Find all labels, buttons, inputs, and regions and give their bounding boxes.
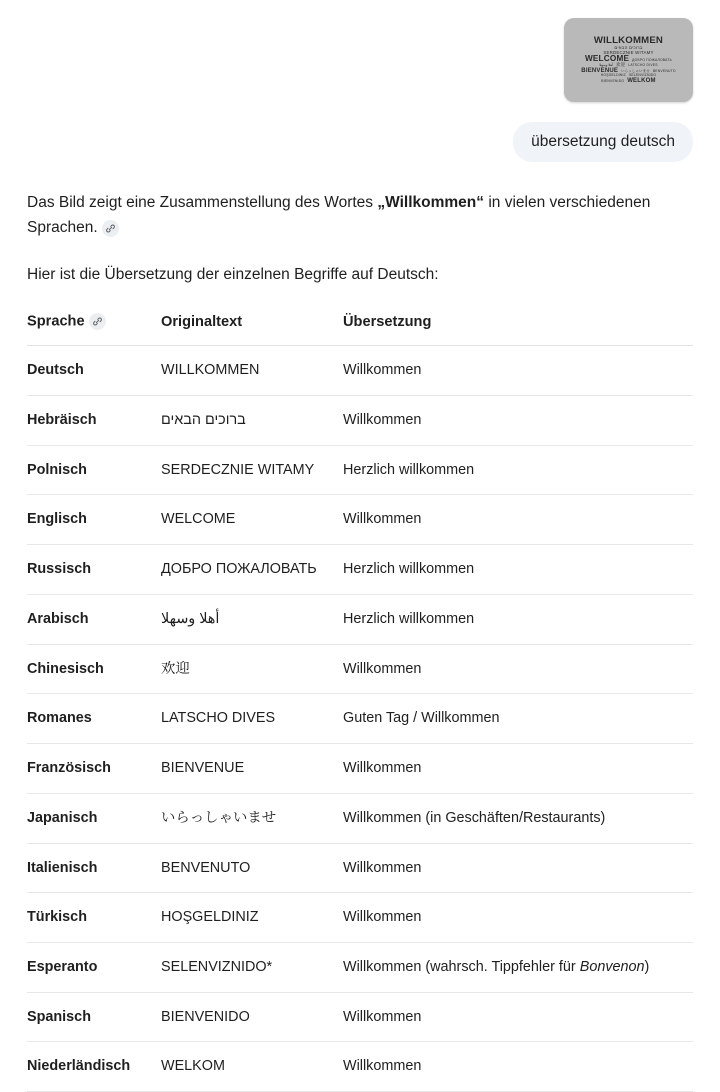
assistant-response xyxy=(0,162,720,1092)
table-row xyxy=(27,744,693,794)
wordcloud-word: WELKOM xyxy=(627,77,656,84)
table-row xyxy=(27,942,693,992)
cell-original: LATSCHO DIVES xyxy=(161,694,343,744)
column-header-label: Sprache xyxy=(27,313,85,330)
cell-translation: Willkommen xyxy=(343,644,693,694)
cell-language: Romanes xyxy=(27,694,161,744)
wordcloud-word: 欢迎 xyxy=(616,62,626,68)
cell-original: ДОБРО ПОЖАЛОВАТЬ xyxy=(161,545,343,595)
cell-original: BIENVENUE xyxy=(161,744,343,794)
cell-original: WILLKOMMEN xyxy=(161,346,343,396)
cell-original: WELKOM xyxy=(161,1042,343,1092)
table-body xyxy=(27,346,693,1092)
cell-translation: Willkommen (in Geschäften/Restaurants) xyxy=(343,793,693,843)
cell-language: Hebräisch xyxy=(27,396,161,446)
column-header-uebersetzung: Übersetzung xyxy=(343,313,693,346)
table-row xyxy=(27,396,693,446)
cell-language: Japanisch xyxy=(27,793,161,843)
wordcloud-word: ДОБРО ПОЖАЛОВАТЬ xyxy=(632,58,673,63)
translation-tail: ) xyxy=(644,958,650,975)
cell-language: Deutsch xyxy=(27,346,161,396)
wordcloud-word: WELCOME xyxy=(584,54,630,64)
cell-original xyxy=(161,594,343,644)
user-message-row xyxy=(0,102,720,162)
wordcloud-word: いらっしゃいませ xyxy=(621,68,650,73)
translation-table xyxy=(27,313,693,1092)
cell-translation: Herzlich willkommen xyxy=(343,445,693,495)
cell-original-rtl: أهلا وسهلا xyxy=(161,610,220,627)
intro-text-bold: „Willkommen“ xyxy=(377,194,485,211)
translation-italic: Bonvenon xyxy=(579,958,645,975)
cell-original: SELENVIZNIDO* xyxy=(161,942,343,992)
wordcloud-word: WILLKOMMEN xyxy=(593,35,664,47)
table-row xyxy=(27,545,693,595)
cell-original-rtl: ברוכים הבאים xyxy=(161,412,246,429)
user-prompt-bubble[interactable]: übersetzung deutsch xyxy=(513,122,693,162)
uploaded-image-thumbnail[interactable] xyxy=(564,18,693,102)
column-header-sprache xyxy=(27,313,161,346)
cell-language: Französisch xyxy=(27,744,161,794)
cell-language: Polnisch xyxy=(27,445,161,495)
link-icon[interactable] xyxy=(102,220,119,237)
table-row xyxy=(27,594,693,644)
table-row xyxy=(27,694,693,744)
cell-language: Türkisch xyxy=(27,893,161,943)
cell-translation: Willkommen xyxy=(343,843,693,893)
cell-language: Esperanto xyxy=(27,942,161,992)
table-row xyxy=(27,644,693,694)
table-row xyxy=(27,992,693,1042)
wordcloud-word: ברוכים הבאים xyxy=(614,45,643,51)
translation-text: Willkommen (wahrsch. Tippfehler für xyxy=(343,958,580,975)
table-row xyxy=(27,793,693,843)
table-row xyxy=(27,893,693,943)
wordcloud-word: LATSCHO DIVES xyxy=(628,63,658,68)
table-row xyxy=(27,843,693,893)
cell-language: Russisch xyxy=(27,545,161,595)
cell-translation: Herzlich willkommen xyxy=(343,545,693,595)
table-row xyxy=(27,1042,693,1092)
wordcloud-word: SERDECZNIE WITAMY xyxy=(603,49,654,55)
cell-translation: Herzlich willkommen xyxy=(343,594,693,644)
table-header-row xyxy=(27,313,693,346)
intro-text-before: Das Bild zeigt eine Zusammenstellung des Wortes xyxy=(27,194,378,211)
cell-translation: Willkommen xyxy=(343,346,693,396)
cell-original: SERDECZNIE WITAMY xyxy=(161,445,343,495)
intro-text-after: in vielen verschiedenen Sprachen. xyxy=(27,194,651,237)
cell-translation: Willkommen xyxy=(343,893,693,943)
table-row xyxy=(27,346,693,396)
wordcloud-word: أهلا وسهلا xyxy=(599,63,614,68)
wordcloud-word: BENVENUTO xyxy=(652,68,676,73)
column-header-originaltext: Originaltext xyxy=(161,313,343,346)
intro-paragraph xyxy=(27,190,693,240)
cell-original: HOŞGELDINIZ xyxy=(161,893,343,943)
wordcloud-word: BIENVENIDO xyxy=(601,78,625,83)
wordcloud-word: BIENVENUE xyxy=(581,67,619,74)
cell-language: Englisch xyxy=(27,495,161,545)
cell-original: WELCOME xyxy=(161,495,343,545)
cell-original: 欢迎 xyxy=(161,644,343,694)
cell-language: Italienisch xyxy=(27,843,161,893)
cell-original: BENVENUTO xyxy=(161,843,343,893)
cell-original: いらっしゃいませ xyxy=(161,793,343,843)
cell-translation: Willkommen xyxy=(343,1042,693,1092)
cell-language: Arabisch xyxy=(27,594,161,644)
cell-translation: Willkommen xyxy=(343,744,693,794)
cell-translation: Willkommen xyxy=(343,396,693,446)
table-row xyxy=(27,495,693,545)
cell-translation xyxy=(343,942,693,992)
second-paragraph: Hier ist die Übersetzung der einzelnen Begriffe auf Deutsch: xyxy=(27,266,439,284)
table-row xyxy=(27,445,693,495)
cell-translation: Willkommen xyxy=(343,495,693,545)
attachment-row xyxy=(0,0,720,102)
wordcloud-word: SELENVIZNIDO xyxy=(628,73,657,78)
cell-translation: Guten Tag / Willkommen xyxy=(343,694,693,744)
cell-original xyxy=(161,396,343,446)
cell-language: Niederländisch xyxy=(27,1042,161,1092)
cell-translation: Willkommen xyxy=(343,992,693,1042)
link-icon[interactable] xyxy=(89,313,106,330)
cell-language: Spanisch xyxy=(27,992,161,1042)
wordcloud-word: HOŞGELDINIZ xyxy=(600,73,626,78)
cell-original: BIENVENIDO xyxy=(161,992,343,1042)
wordcloud-graphic xyxy=(564,18,693,102)
cell-language: Chinesisch xyxy=(27,644,161,694)
